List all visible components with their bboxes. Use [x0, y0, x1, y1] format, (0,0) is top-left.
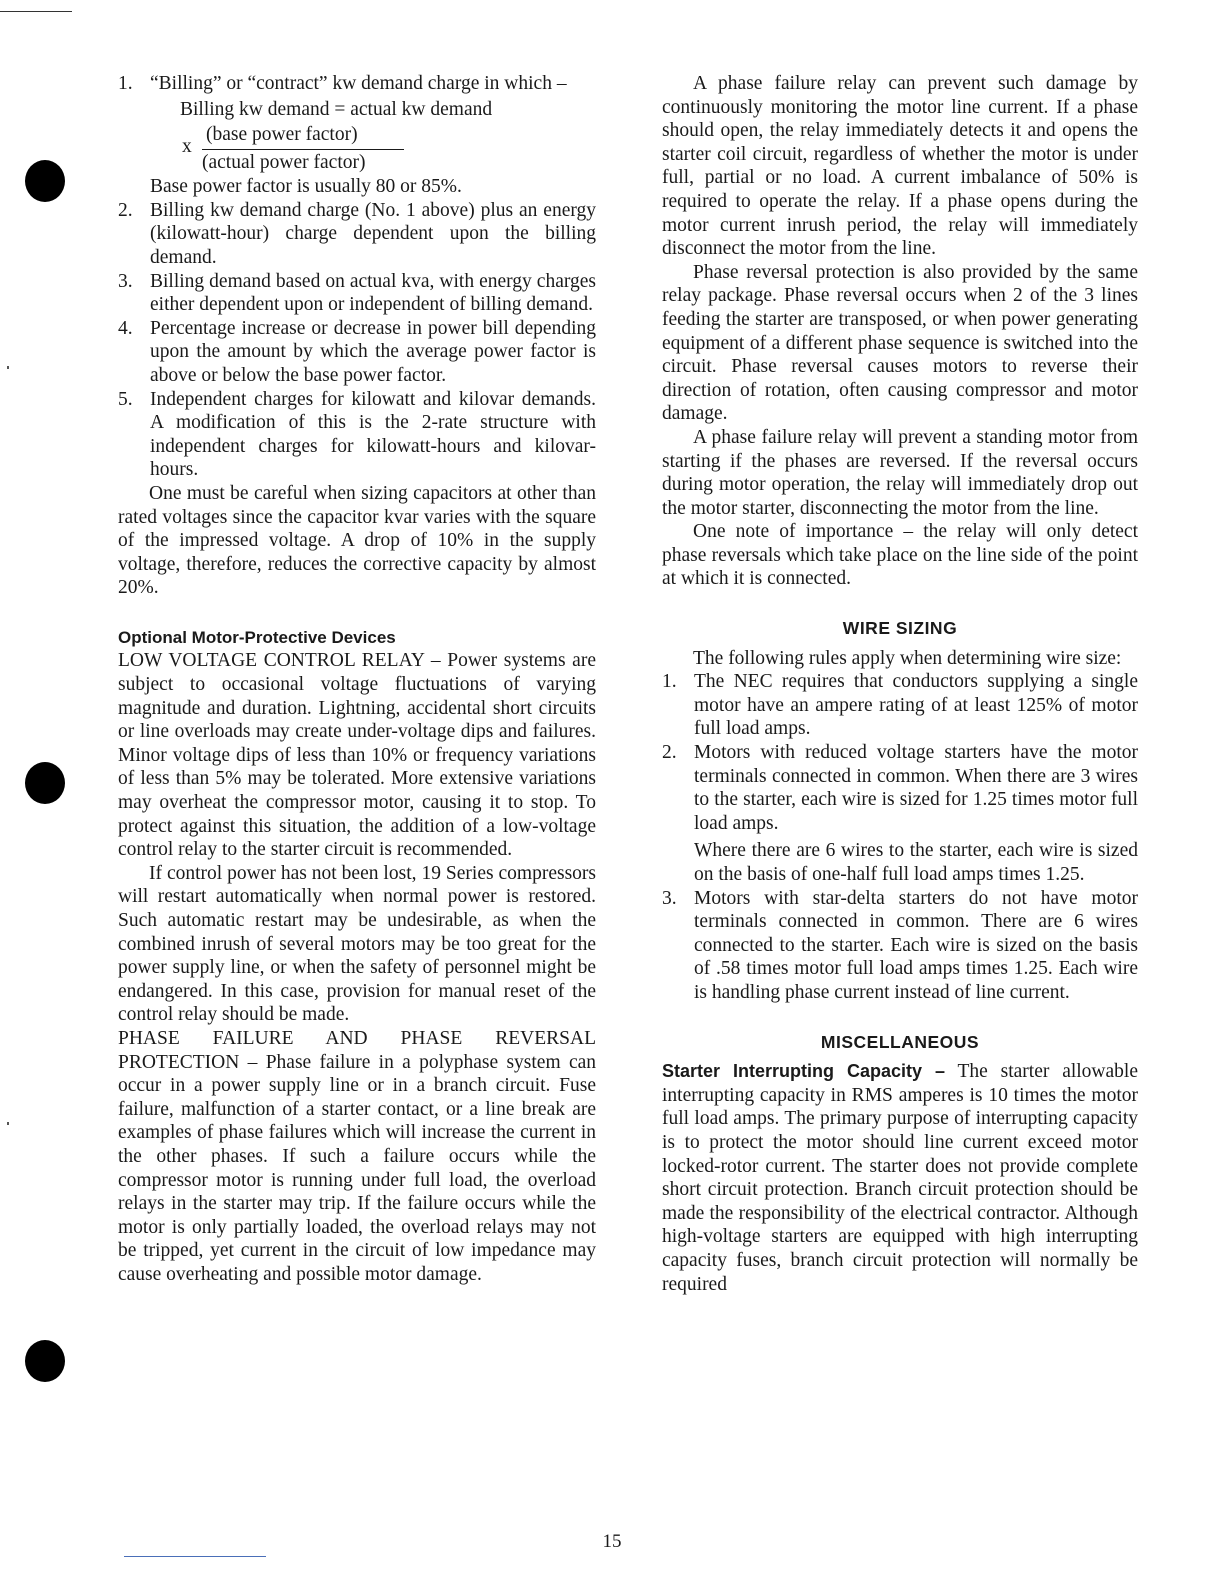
list-item — [118, 317, 596, 388]
list-number: 3. — [662, 887, 677, 909]
paragraph-low-voltage-relay: LOW VOLTAGE CONTROL RELAY – Power systems are subject to occasional voltage fluctuations of varying magnitude and duration. Lightning, accidental short circuits or line overloads may create under-voltage dips and failures. Minor voltage dips of less than 10% or frequency variations of less than 5% may be tolerated. More extensive variations may overheat the compressor motor, causing it to stop. To protect against this situation, the addition of a low-voltage control relay to the starter circuit is recommended. — [118, 650, 596, 861]
top-rule — [0, 11, 72, 12]
list-text: Billing demand based on actual kva, with energy charges either dependent upon or independent of billing demand. — [150, 270, 596, 316]
list-text-continued: Where there are 6 wires to the starter, each wire is sized on the basis of one-half full load amps times 1.25. — [694, 840, 1138, 885]
paragraph-note-of-importance: One note of importance – the relay will only detect phase reversals which take place on the line side of the point at which it is connected. — [662, 521, 1138, 590]
list-text: Percentage increase or decrease in power bill depending upon the amount by which the average power factor is above or below the base power factor. — [150, 317, 596, 386]
list-text: Motors with star-delta starters do not have motor terminals connected in common. There are 6 wires connected to the starter. Each wire is sized on the basis of .58 times motor full load amps times 1.25. Each wire is handling phase current instead of line current. — [694, 887, 1138, 1003]
paragraph-wire-intro: The following rules apply when determining wire size: — [693, 647, 1122, 669]
bottom-rule — [124, 1556, 266, 1557]
formula-multiplier: x — [182, 136, 192, 158]
list-item — [118, 388, 596, 482]
list-item — [118, 199, 596, 270]
paragraph-phase-failure: PHASE FAILURE AND PHASE REVERSAL PROTECTION – Phase failure in a polyphase system can occur in a power supply line or in a branch circuit. Fuse failure, malfunction of a starter contact, or a line break are examples of phase failures which will increase the current in the other phases. If such a failure occurs while the compressor motor is running under full load, the overload relays in the starter may trip. If the failure occurs while the motor is only partially loaded, the overload relays may not be tripped, yet current in the circuit of low impedance may cause overheating and possible motor damage. — [118, 1027, 596, 1285]
left-column — [118, 72, 596, 1287]
list-text: Billing kw demand charge (No. 1 above) plus an energy (kilowatt-hour) charge dependent upon the billing demand. — [150, 199, 596, 268]
list-text: “Billing” or “contract” kw demand charge in which – — [150, 73, 567, 94]
list-text: Motors with reduced voltage starters have the motor terminals connected in common. When there are 3 wires to the starter, each wire is sized for 1.25 times motor full load amps. — [694, 742, 1138, 834]
heading-miscellaneous: MISCELLANEOUS — [820, 1031, 980, 1052]
list-number: 2. — [118, 199, 133, 221]
formula-line: Billing kw demand = actual kw demand — [180, 98, 493, 120]
list-item — [118, 270, 596, 317]
list-number: 2. — [662, 742, 677, 764]
list-text: Independent charges for kilowatt and kilovar demands. A modification of this is the 2-rate structure with independent charges for kilowatt-hours and kilovar-hours. — [150, 388, 596, 481]
list-number: 1. — [662, 671, 677, 693]
starter-capacity-text: The starter allowable interrupting capacity in RMS amperes is 10 times the motor full load amps. The primary purpose of interrupting capacity is to protect the motor should line current exceed motor locked-rotor current. The starter does not provide complete short circuit protection. Branch circuit protection should be made the responsibility of the electrical contractor. Although high-voltage starters are equipped with high interrupting capacity fuses, branch circuit protection will normally be required — [662, 1061, 1138, 1295]
formula-numerator: (base power factor) — [206, 124, 358, 146]
list-text: The NEC requires that conductors supplying a single motor have an ampere rating of at least 125% of motor full load amps. — [694, 671, 1138, 740]
page-number: 15 — [602, 1531, 622, 1552]
right-column — [662, 72, 1138, 1296]
punch-hole-middle — [25, 762, 65, 804]
scan-speck — [7, 1122, 9, 1125]
heading-optional-devices: Optional Motor-Protective Devices — [118, 627, 396, 647]
paragraph-phase-reversal: Phase reversal protection is also provided by the same relay package. Phase reversal occurs when 2 of the 3 lines feeding the starter are transposed, or when power generating equipment of a different phase sequence is switched into the circuit. Phase reversal causes motors to reverse their direction of rotation, often causing compressor and motor damage. — [662, 261, 1138, 425]
paragraph-control-power: If control power has not been lost, 19 Series compressors will restart automatically when normal power is restored. Such automatic restart may be undesirable, as when the combined inrush of several motors may be too great for the power supply line, or when the safety of personnel might be endangered. In this case, provision for manual reset of the control relay should be made. — [118, 862, 596, 1026]
paragraph-relay-prevent: A phase failure relay can prevent such damage by continuously monitoring the motor line current. If a phase should open, the relay immediately detects it and opens the starter coil circuit, regardless of whether the motor is under full, partial or no load. A current imbalance of 50% is required to operate the relay. If a phase opens during the motor current inrush period, the relay will immediately disconnect the motor from the line. — [662, 73, 1138, 260]
fraction-bar — [202, 149, 404, 150]
list-item — [662, 670, 1138, 741]
paragraph-starter-capacity — [662, 1060, 1138, 1296]
base-power-factor-note: Base power factor is usually 80 or 85%. — [150, 176, 462, 198]
punch-hole-bottom — [25, 1340, 65, 1382]
list-number: 1. — [118, 73, 133, 94]
formula-denominator: (actual power factor) — [202, 151, 366, 173]
paragraph-capacitors: One must be careful when sizing capacitors at other than rated voltages since the capacitor kvar varies with the square of the impressed voltage. A drop of 10% in the supply voltage, therefore, reduces the corrective capacity by almost 20%. — [118, 482, 596, 599]
punch-hole-top — [25, 160, 65, 202]
paragraph-standing-motor: A phase failure relay will prevent a standing motor from starting if the phases are reversed. If the reversal occurs during motor operation, the relay will immediately drop out the motor starter, disconnecting the motor from the line. — [662, 426, 1138, 519]
run-in-heading-starter: Starter Interrupting Capacity – — [662, 1061, 945, 1082]
list-number: 3. — [118, 270, 133, 292]
list-number: 4. — [118, 317, 133, 339]
formula-fraction — [118, 123, 596, 175]
list-item — [662, 741, 1138, 887]
list-number: 5. — [118, 388, 133, 410]
heading-wire-sizing: WIRE SIZING — [842, 618, 958, 639]
scan-speck — [7, 366, 9, 369]
list-item — [662, 887, 1138, 1005]
list-item — [118, 72, 596, 96]
